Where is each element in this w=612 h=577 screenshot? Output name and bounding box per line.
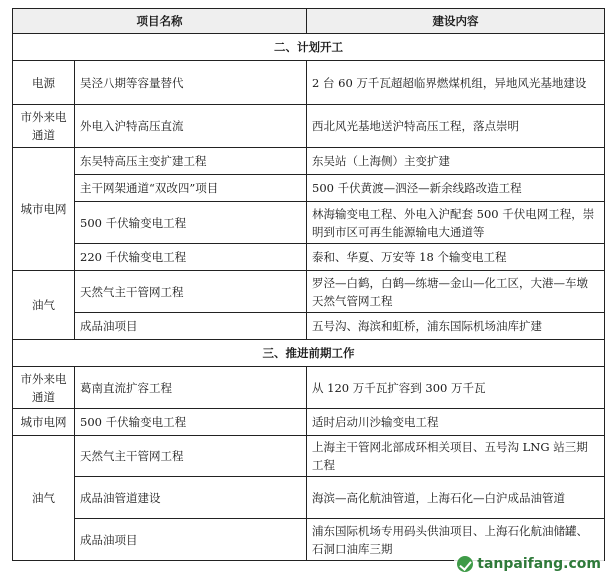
table-row: [13, 61, 605, 105]
table-row: [13, 313, 605, 340]
content-cell: 上海主干管网北部成环相关项目、五号沟 LNG 站三期工程: [307, 436, 605, 477]
table-row: [13, 271, 605, 313]
watermark: [454, 555, 604, 573]
table-row: [13, 436, 605, 477]
content-cell: 2 台 60 万千瓦超超临界燃煤机组，异地风光基地建设: [307, 61, 605, 105]
project-name-cell: 天然气主干管网工程: [75, 271, 307, 313]
table-row: [13, 175, 605, 202]
energy-projects-table: [12, 8, 605, 561]
content-cell: 罗泾—白鹤，白鹤—练塘—金山—化工区，大港—车墩天然气管网工程: [307, 271, 605, 313]
category-cell: 城市电网: [13, 148, 75, 271]
table-row: [13, 367, 605, 409]
content-cell: 海滨—高化航油管道，上海石化—白沪成品油管道: [307, 477, 605, 519]
content-cell: 适时启动川沙输变电工程: [307, 409, 605, 436]
table-row: [13, 409, 605, 436]
watermark-text: tanpaifang.com: [477, 556, 601, 572]
content-cell: 泰和、华夏、万安等 18 个输变电工程: [307, 244, 605, 271]
project-name-cell: 500 千伏输变电工程: [75, 409, 307, 436]
project-name-cell: 外电入沪特高压直流: [75, 105, 307, 148]
table-row: [13, 477, 605, 519]
category-cell: 油气: [13, 271, 75, 340]
project-name-cell: 220 千伏输变电工程: [75, 244, 307, 271]
project-name-cell: 成品油管道建设: [75, 477, 307, 519]
category-cell: 市外来电通道: [13, 105, 75, 148]
content-cell: 从 120 万千瓦扩容到 300 万千瓦: [307, 367, 605, 409]
content-cell: 西北风光基地送沪特高压工程，落点崇明: [307, 105, 605, 148]
section-title-planned-start: 二、计划开工: [13, 34, 605, 61]
content-cell: 500 千伏黄渡—泗泾—新余线路改造工程: [307, 175, 605, 202]
table-row: [13, 244, 605, 271]
table-header-row: [13, 9, 605, 34]
table-row: [13, 202, 605, 244]
project-name-cell: 成品油项目: [75, 519, 307, 561]
project-name-cell: 吴泾八期等容量替代: [75, 61, 307, 105]
header-project-name: 项目名称: [13, 9, 307, 34]
header-construction-content: 建设内容: [307, 9, 605, 34]
category-cell: 城市电网: [13, 409, 75, 436]
project-name-cell: 葛南直流扩容工程: [75, 367, 307, 409]
content-cell: 林海输变电工程、外电入沪配套 500 千伏电网工程，崇明到市区可再生能源输电大通道等: [307, 202, 605, 244]
project-name-cell: 500 千伏输变电工程: [75, 202, 307, 244]
project-name-cell: 成品油项目: [75, 313, 307, 340]
content-cell: 浦东国际机场专用码头供油项目、上海石化航油储罐、石洞口油库三期: [307, 519, 605, 561]
category-cell: 电源: [13, 61, 75, 105]
table-row: [13, 105, 605, 148]
content-cell: 东吴站（上海侧）主变扩建: [307, 148, 605, 175]
table-row: [13, 148, 605, 175]
category-cell: 市外来电通道: [13, 367, 75, 409]
section-row: [13, 340, 605, 367]
category-cell: 油气: [13, 436, 75, 561]
project-name-cell: 主干网架通道“双改四”项目: [75, 175, 307, 202]
section-row: [13, 34, 605, 61]
project-name-cell: 天然气主干管网工程: [75, 436, 307, 477]
section-title-preliminary-work: 三、推进前期工作: [13, 340, 605, 367]
content-cell: 五号沟、海滨和虹桥，浦东国际机场油库扩建: [307, 313, 605, 340]
leaf-logo-icon: [457, 556, 473, 572]
project-name-cell: 东吴特高压主变扩建工程: [75, 148, 307, 175]
